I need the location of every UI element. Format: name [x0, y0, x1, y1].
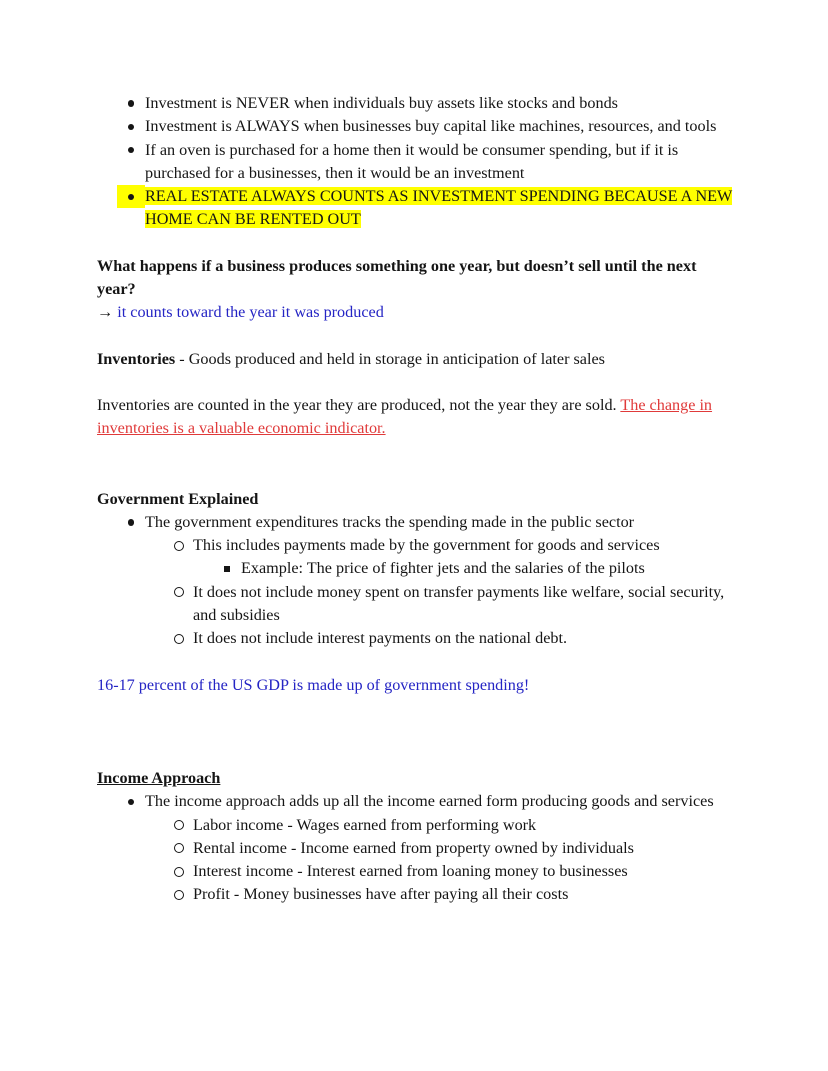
- bullet-circle-icon: [165, 860, 193, 883]
- list-item: [97, 534, 739, 557]
- list-item: [97, 883, 739, 906]
- bullet-disc-icon: [117, 185, 145, 208]
- list-item-text: Rental income - Income earned from property owned by individuals: [193, 838, 634, 857]
- list-item-text: Example: The price of fighter jets and the salaries of the pilots: [241, 559, 645, 578]
- list-item: [97, 581, 739, 628]
- section-heading-income: Income Approach: [97, 768, 221, 787]
- bullet-disc-icon: [117, 790, 145, 813]
- list-item: [97, 814, 739, 837]
- bullet-disc-icon: [117, 511, 145, 534]
- spacer: [97, 651, 739, 674]
- highlighted-list-item: [97, 185, 739, 232]
- inventories-note: [97, 394, 739, 441]
- list-item: [97, 860, 739, 883]
- list-item: [97, 627, 739, 650]
- note-normal-text: Inventories are counted in the year they are produced, not the year they are sold.: [97, 395, 621, 414]
- spacer: [97, 697, 739, 767]
- answer-line: [97, 301, 739, 324]
- list-item-text: REAL ESTATE ALWAYS COUNTS AS INVESTMENT SPENDING BECAUSE A NEW HOME CAN BE RENTED OUT: [145, 187, 733, 229]
- bullet-circle-icon: [165, 627, 193, 650]
- list-item-text: It does not include interest payments on the national debt.: [193, 629, 568, 648]
- list-item: [97, 511, 739, 534]
- definition-text: - Goods produced and held in storage in anticipation of later sales: [175, 349, 605, 368]
- list-item-text: Interest income - Interest earned from loaning money to businesses: [193, 862, 628, 881]
- gdp-fact: 16-17 percent of the US GDP is made up of government spending!: [97, 675, 530, 694]
- term-bold: Inventories: [97, 349, 176, 368]
- list-item: [97, 790, 739, 813]
- bullet-disc-icon: [117, 139, 145, 162]
- list-item-text: Investment is NEVER when individuals buy assets like stocks and bonds: [145, 94, 618, 112]
- section-heading-government: Government Explained: [97, 489, 259, 508]
- list-item-text: The government expenditures tracks the spending made in the public sector: [145, 512, 635, 531]
- spacer: [97, 232, 739, 255]
- list-item-text: The income approach adds up all the income earned form producing goods and services: [145, 792, 714, 811]
- spacer: [97, 325, 739, 348]
- list-item-text: It does not include money spent on transfer payments like welfare, social security, and subsidies: [193, 582, 725, 625]
- bullet-circle-icon: [165, 814, 193, 837]
- list-item: [97, 837, 739, 860]
- list-item-text: Labor income - Wages earned from performing work: [193, 815, 537, 834]
- bullet-circle-icon: [165, 883, 193, 906]
- bullet-disc-icon: [117, 92, 145, 115]
- bullet-circle-icon: [165, 837, 193, 860]
- list-item: [97, 557, 739, 580]
- bullet-square-icon: [213, 557, 241, 580]
- list-item: [97, 92, 739, 115]
- arrow-icon: →: [97, 303, 114, 322]
- government-list: [97, 511, 739, 651]
- bullet-circle-icon: [165, 534, 193, 557]
- bullet-disc-icon: [117, 115, 145, 138]
- income-list: [97, 790, 739, 906]
- bullet-circle-icon: [165, 581, 193, 604]
- list-item: [97, 115, 739, 138]
- note-red-underlined-text: The change in inventories is a valuable economic indicator.: [97, 395, 713, 438]
- list-item-text: Investment is ALWAYS when businesses buy capital like machines, resources, and tools: [145, 117, 717, 136]
- spacer: [97, 441, 739, 488]
- list-item: [97, 139, 739, 186]
- list-item-text: If an oven is purchased for a home then it would be consumer spending, but if it is purchased for a businesses, then it would be an investment: [145, 140, 679, 182]
- investment-list: [97, 92, 739, 232]
- inventories-definition: [97, 348, 739, 371]
- list-item-text: Profit - Money businesses have after paying all their costs: [193, 885, 569, 904]
- spacer: [97, 371, 739, 394]
- question-heading: What happens if a business produces something one year, but doesn’t sell until the next year?: [97, 256, 701, 299]
- list-item-text: This includes payments made by the government for goods and services: [193, 536, 660, 555]
- answer-text: it counts toward the year it was produced: [113, 303, 384, 322]
